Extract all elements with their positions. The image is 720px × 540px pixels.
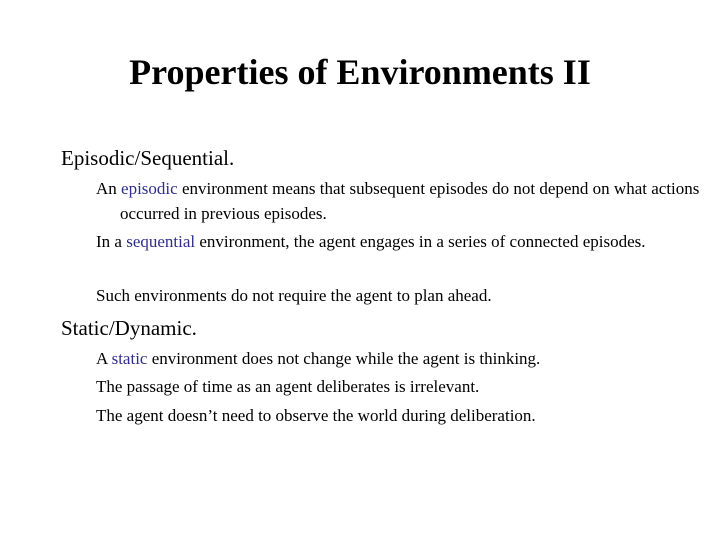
bullet-text-suffix: environment, the agent engages in a series of connected episodes. (195, 232, 646, 251)
bullet-text-suffix: environment does not change while the agent is thinking. (147, 349, 541, 368)
bullet-no-plan-ahead: Such environments do not require the agent to plan ahead. (96, 286, 492, 305)
slide-title: Properties of Environments II (129, 52, 591, 92)
term-episodic: episodic (121, 179, 178, 198)
term-static: static (111, 349, 148, 368)
bullet-episodic-definition (96, 176, 720, 226)
section-heading-episodic-sequential: Episodic/Sequential. (61, 146, 235, 170)
bullet-text-prefix: An (96, 179, 122, 198)
bullet-time-irrelevant: The passage of time as an agent deliberates is irrelevant. (96, 377, 480, 396)
term-sequential: sequential (126, 232, 196, 251)
bullet-sequential-definition (96, 229, 720, 254)
bullet-text-prefix: In a (96, 232, 127, 251)
bullet-text-suffix: environment means that subsequent episodes do not depend on what actions occurred in previous episodes. (120, 179, 700, 223)
bullet-static-definition (96, 346, 720, 371)
section-heading-static-dynamic: Static/Dynamic. (61, 316, 197, 340)
bullet-text-prefix: A (96, 349, 112, 368)
bullet-no-observation: The agent doesn’t need to observe the world during deliberation. (96, 406, 536, 425)
